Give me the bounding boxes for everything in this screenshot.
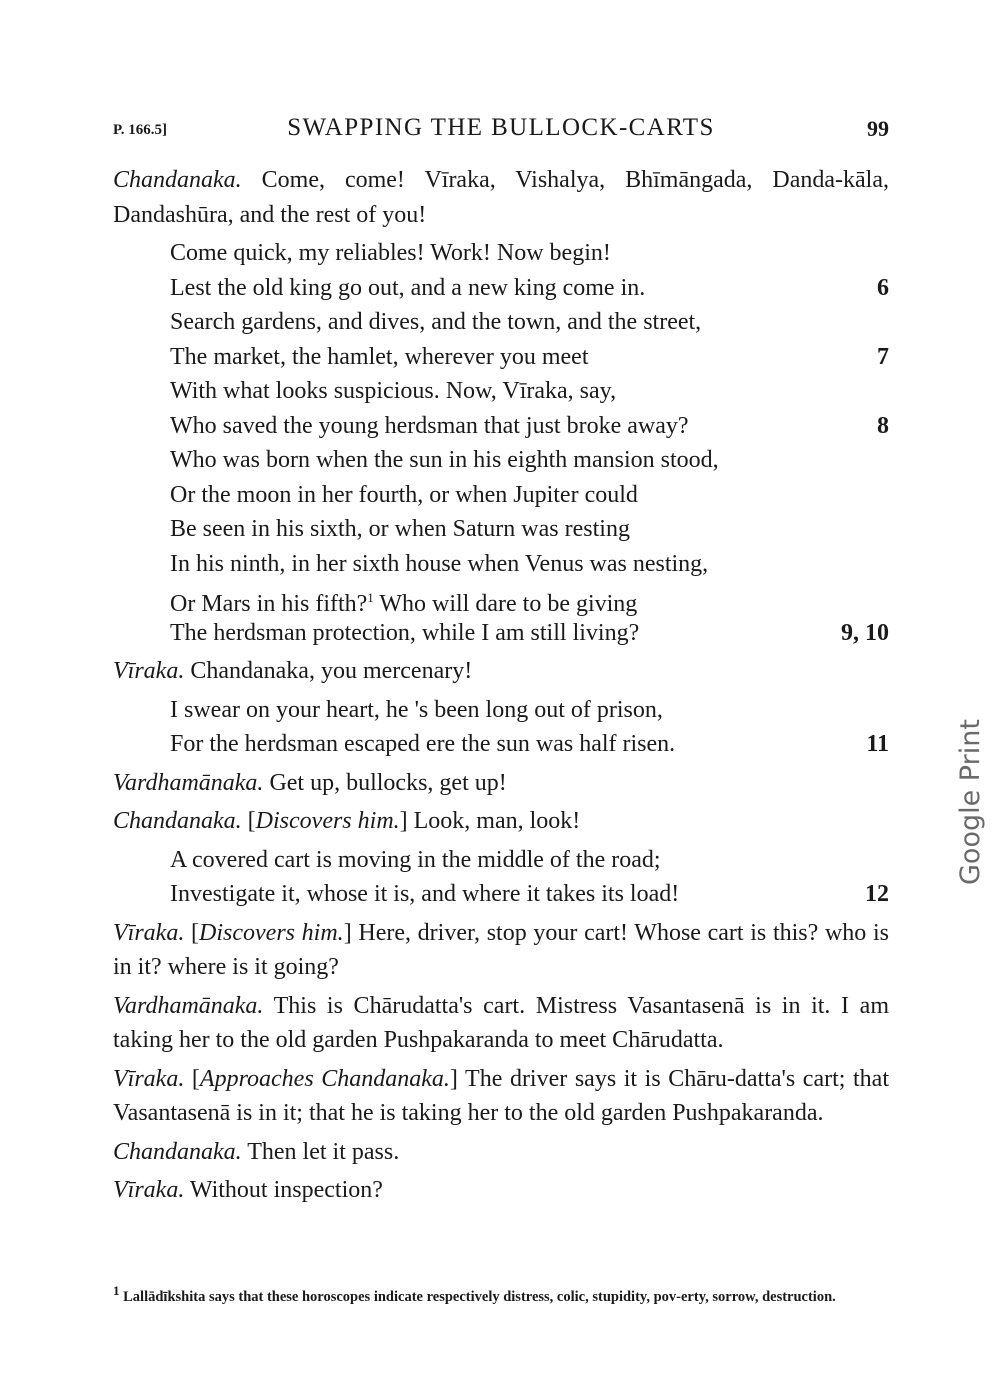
verse-number: 12 [865, 881, 889, 907]
verse-line: The herdsman protection, while I am still living? 9, 10 [170, 616, 889, 651]
dialogue-text: Come, come! Vīraka, Vishalya, Bhīmāngada, Danda-kāla, Dandashūra, and the rest of you! [113, 167, 889, 228]
footnote-marker: 1 [367, 590, 374, 605]
verse-number: 11 [866, 731, 889, 757]
speaker-name: Chandanaka. [113, 808, 242, 834]
dialogue-text: Chandanaka, you mercenary! [184, 658, 473, 684]
speaker-name: Vīraka. [113, 1065, 185, 1092]
verse-line: I swear on your heart, he 's been long out of prison, [170, 696, 663, 723]
dialogue-text: ] The driver says it is Chāru-datta's cart; that Vasantasenā is in it; that he is taking her to the old garden Pushpakaranda. [113, 1065, 889, 1126]
verse-number: 9, 10 [841, 619, 889, 646]
stage-direction: Discovers him. [255, 808, 400, 834]
verse-line: In his ninth, in her sixth house when Venus was nesting, [170, 550, 709, 577]
verse-line: A covered cart is moving in the middle of the road; [170, 846, 661, 873]
verse-line: Who was born when the sun in his eighth mansion stood, [170, 447, 719, 473]
dialogue-paragraph [113, 163, 889, 232]
stage-direction: Approaches Chandanaka. [199, 1065, 450, 1092]
verse-line: The market, the hamlet, wherever you meet 7 [170, 340, 889, 375]
verse-line: For the herdsman escaped ere the sun was half risen. 11 [170, 727, 889, 762]
verse-line: Or the moon in her fourth, or when Jupiter could [170, 481, 638, 508]
dialogue-paragraph [113, 654, 889, 689]
verse-line: Who saved the young herdsman that just broke away? 8 [170, 409, 889, 444]
page-number: 99 [867, 116, 889, 141]
dialogue-text: ] Look, man, look! [399, 808, 581, 834]
dialogue-paragraph [113, 1173, 889, 1208]
running-header [113, 114, 889, 148]
verse-line: Lest the old king go out, and a new king come in. 6 [170, 271, 889, 306]
verse-block [170, 693, 889, 762]
verse-line: Search gardens, and dives, and the town, and the street, [170, 309, 702, 335]
dialogue-text: Without inspection? [184, 1177, 383, 1203]
footnote [113, 1280, 889, 1308]
dialogue-text: Then let it pass. [241, 1138, 400, 1165]
dialogue-text: Get up, bullocks, get up! [263, 769, 507, 796]
speaker-name: Vīraka. [113, 919, 185, 946]
page-body [113, 163, 889, 1212]
speaker-name: Vīraka. [113, 1177, 185, 1203]
dialogue-paragraph [113, 1135, 889, 1170]
speaker-name: Vardhamānaka. [113, 769, 264, 796]
stage-direction: Discovers him. [199, 919, 344, 946]
footnote-text: Lallādīkshita says that these horoscopes indicate respectively distress, colic, stupidity, pov-erty, sorrow, destruction. [119, 1288, 836, 1305]
watermark: Google Print [955, 719, 986, 885]
footnote-marker: 1 [113, 1283, 120, 1298]
verse-number: 7 [877, 343, 889, 370]
page-reference: P. 166.5] [113, 122, 168, 138]
verse-number: 8 [877, 412, 889, 439]
verse-line: Investigate it, whose it is, and where it takes its load! 12 [170, 877, 889, 912]
speaker-name: Chandanaka. [113, 1138, 242, 1165]
verse-block [170, 843, 889, 912]
verse-line: Or Mars in his fifth?$^1$ Who will dare to be giving [170, 590, 638, 617]
verse-line: Be seen in his sixth, or when Saturn was resting [170, 516, 630, 542]
verse-number: 6 [877, 274, 889, 301]
verse-line: Come quick, my reliables! Work! Now begin! [170, 240, 611, 266]
dialogue-text: ] Here, driver, stop your cart! Whose cart is this? who is in it? where is it going? [113, 919, 889, 980]
speaker-name: Chandanaka. [113, 167, 242, 193]
dialogue-text: This is Chārudatta's cart. Mistress Vasantasenā is in it. I am taking her to the old garden Pushpakaranda to meet Chārudatta. [113, 992, 889, 1053]
dialogue-paragraph: Chandanaka. [Discovers him.] Look, man, look! [113, 808, 581, 834]
dialogue-paragraph: Vīraka. [Approaches Chandanaka.] The driver says it is Chāru-datta's cart; that Vasantasenā is in it; that he is taking her to the old garden Pushpakaranda. [113, 1065, 889, 1126]
running-title: SWAPPING THE BULLOCK-CARTS [287, 114, 715, 141]
dialogue-paragraph [113, 989, 889, 1058]
speaker-name: Vardhamānaka. [113, 992, 264, 1019]
speaker-name: Vīraka. [113, 658, 185, 684]
dialogue-paragraph: Vīraka. [Discovers him.] Here, driver, stop your cart! Whose cart is this? who is in it? where is it going? [113, 919, 889, 980]
verse-line: With what looks suspicious. Now, Vīraka, say, [170, 378, 617, 404]
dialogue-paragraph [113, 766, 889, 801]
verse-block [170, 236, 889, 650]
